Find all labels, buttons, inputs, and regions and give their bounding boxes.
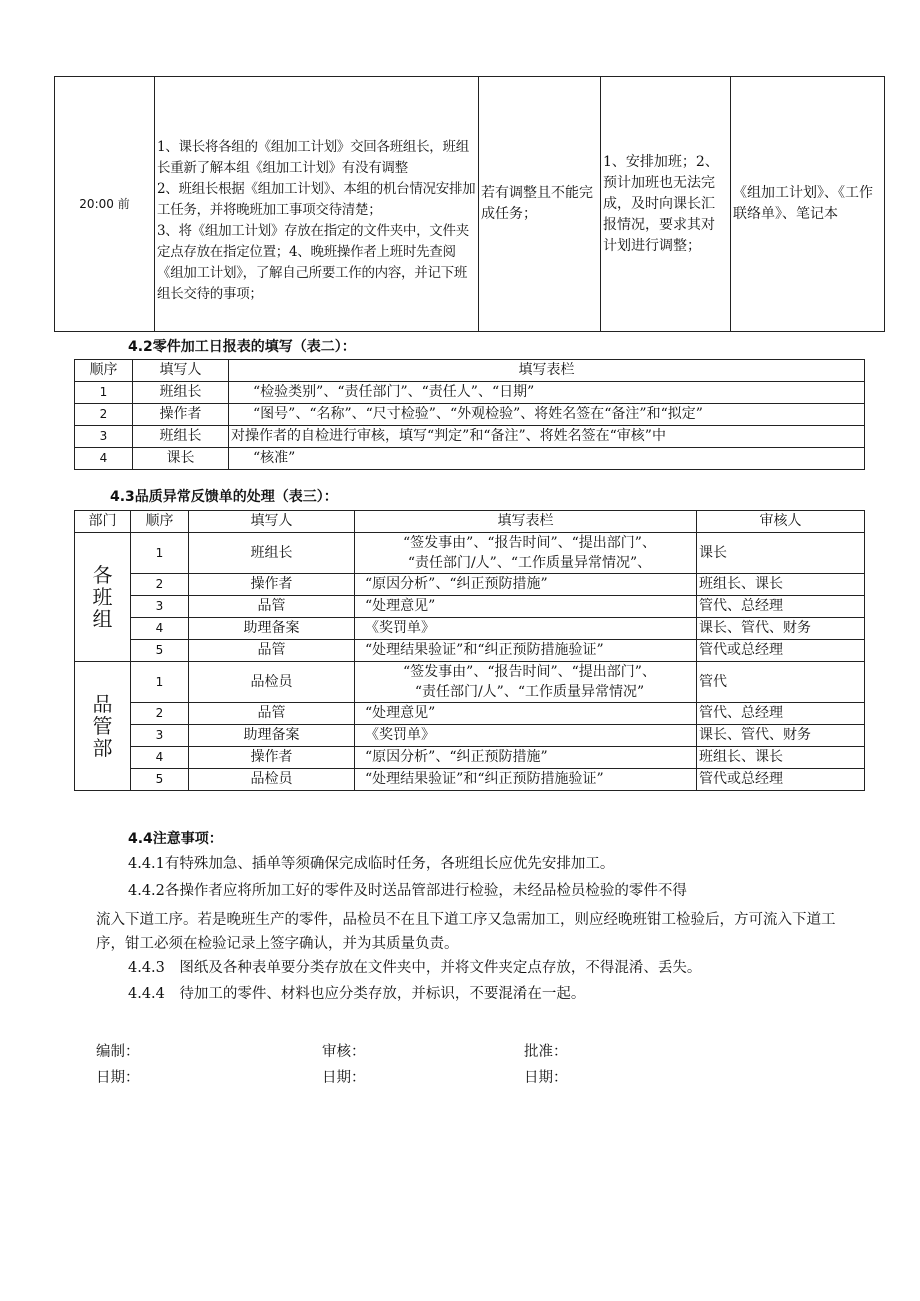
table-row xyxy=(75,769,865,791)
reviewer-cell: 管代、总经理 xyxy=(697,703,865,725)
date-label-1: 日期： xyxy=(96,1070,140,1086)
table-row xyxy=(75,640,865,662)
filler-cell: 操作者 xyxy=(189,747,355,769)
header-cell: 填写表栏 xyxy=(355,511,697,533)
reviewer-cell: 管代、总经理 xyxy=(697,596,865,618)
note-441: 4.4.1有特殊加急、插单等须确保完成临时任务，各班组长应优先安排加工。 xyxy=(128,856,615,872)
header-cell: 填写人 xyxy=(133,360,229,382)
reviewer-cell: 管代或总经理 xyxy=(697,640,865,662)
filler-cell: 助理备案 xyxy=(189,725,355,747)
order-cell: 1 xyxy=(75,382,133,404)
action-cell: 1、安排加班；2、预计加班也无法完成，及时向课长汇报情况，要求其对计划进行调整； xyxy=(601,77,731,332)
order-cell: 1 xyxy=(131,533,189,574)
table-row xyxy=(75,725,865,747)
order-cell: 4 xyxy=(131,747,189,769)
date-label-2: 日期： xyxy=(322,1070,366,1086)
filler-cell: 班组长 xyxy=(133,426,229,448)
filler-cell: 品检员 xyxy=(189,662,355,703)
note-442-cont2: 序，钳工必须在检验记录上签字确认，并为其质量负责。 xyxy=(96,936,459,952)
process-table xyxy=(54,76,885,332)
fields-cell: “处理结果验证”和“纠正预防措施验证” xyxy=(355,769,697,791)
table-row xyxy=(75,618,865,640)
filler-cell: 品管 xyxy=(189,596,355,618)
filler-cell: 课长 xyxy=(133,448,229,470)
fields-cell: “处理意见” xyxy=(355,703,697,725)
table-row xyxy=(75,426,865,448)
fields-cell: “原因分析”、“纠正预防措施” xyxy=(355,574,697,596)
order-cell: 5 xyxy=(131,640,189,662)
filler-cell: 操作者 xyxy=(189,574,355,596)
note-443: 4.4.3 图纸及各种表单要分类存放在文件夹中，并将文件夹定点存放，不得混淆、丢失。 xyxy=(128,960,702,976)
table-row xyxy=(75,448,865,470)
steps-cell: 1、课长将各组的《组加工计划》交回各班组长，班组长重新了解本组《组加工计划》有没有调整 2、班组长根据《组加工计划》、本组的机台情况安排加工任务，并将晚班加工事项交待清楚； 3、将《组加工计划》存放在指定的文件夹中，文件夹定点存放在指定位置；4、晚班操作者上班时先查阅《组加工计划》，了解自己所要工作的内容，并记下班组长交待的事项； xyxy=(155,77,479,332)
table-header-row xyxy=(75,360,865,382)
header-cell: 顺序 xyxy=(75,360,133,382)
fields-cell: “处理意见” xyxy=(355,596,697,618)
header-cell: 填写表栏 xyxy=(229,360,865,382)
fields-cell: “签发事由”、“报告时间”、“提出部门”、 “责任部门/人”、“工作质量异常情况”、 xyxy=(355,533,697,574)
section-44-heading: 4.4注意事项： xyxy=(128,831,223,847)
note-444: 4.4.4 待加工的零件、材料也应分类存放，并标识，不要混淆在一起。 xyxy=(128,986,586,1002)
fields-cell: “图号”、“名称”、“尺寸检验”、“外观检验”、将姓名签在“备注”和“拟定” xyxy=(229,404,865,426)
order-cell: 3 xyxy=(131,725,189,747)
order-cell: 4 xyxy=(131,618,189,640)
fields-cell: 对操作者的自检进行审核，填写“判定”和“备注”、将姓名签在“审核”中 xyxy=(229,426,865,448)
fields-cell: “签发事由”、“报告时间”、“提出部门”、 “责任部门/人”、“工作质量异常情况” xyxy=(355,662,697,703)
table-row xyxy=(75,533,865,574)
table-row xyxy=(75,596,865,618)
header-cell: 部门 xyxy=(75,511,131,533)
filler-cell: 品管 xyxy=(189,640,355,662)
note-442: 4.4.2各操作者应将所加工好的零件及时送品管部进行检验，未经品检员检验的零件不得 xyxy=(128,883,687,899)
section-43-heading: 4.3品质异常反馈单的处理（表三）： xyxy=(110,489,338,505)
reviewer-cell: 班组长、课长 xyxy=(697,747,865,769)
fields-cell: 《奖罚单》 xyxy=(355,725,697,747)
order-cell: 4 xyxy=(75,448,133,470)
header-cell: 顺序 xyxy=(131,511,189,533)
order-cell: 5 xyxy=(131,769,189,791)
dept-cell-teams: 各班组 xyxy=(75,533,131,662)
fields-cell: “检验类别”、“责任部门”、“责任人”、“日期” xyxy=(229,382,865,404)
filler-cell: 班组长 xyxy=(189,533,355,574)
condition-cell: 若有调整且不能完成任务； xyxy=(479,77,601,332)
table-row xyxy=(75,662,865,703)
table-row xyxy=(75,382,865,404)
header-cell: 填写人 xyxy=(189,511,355,533)
fields-cell: “核准” xyxy=(229,448,865,470)
section-42-heading: 4.2零件加工日报表的填写（表二）： xyxy=(128,339,356,355)
compile-label: 编制： xyxy=(96,1044,140,1060)
dept-cell-qc: 品管部 xyxy=(75,662,131,791)
reviewer-cell: 课长 xyxy=(697,533,865,574)
daily-report-table xyxy=(74,359,865,470)
table-header-row xyxy=(75,511,865,533)
quality-feedback-table xyxy=(74,510,865,791)
fields-cell: 《奖罚单》 xyxy=(355,618,697,640)
reviewer-cell: 课长、管代、财务 xyxy=(697,618,865,640)
order-cell: 2 xyxy=(131,574,189,596)
order-cell: 2 xyxy=(131,703,189,725)
time-cell: 20:00 前 xyxy=(55,77,155,332)
table-row xyxy=(75,703,865,725)
order-cell: 3 xyxy=(131,596,189,618)
filler-cell: 品检员 xyxy=(189,769,355,791)
filler-cell: 操作者 xyxy=(133,404,229,426)
fields-cell: “原因分析”、“纠正预防措施” xyxy=(355,747,697,769)
review-label: 审核： xyxy=(322,1044,366,1060)
note-442-cont1: 流入下道工序。若是晚班生产的零件，品检员不在且下道工序又急需加工，则应经晚班钳工检验后，方可流入下道工 xyxy=(96,912,836,928)
filler-cell: 班组长 xyxy=(133,382,229,404)
fields-cell: “处理结果验证”和“纠正预防措施验证” xyxy=(355,640,697,662)
table-row xyxy=(75,747,865,769)
header-cell: 审核人 xyxy=(697,511,865,533)
filler-cell: 品管 xyxy=(189,703,355,725)
reviewer-cell: 管代 xyxy=(697,662,865,703)
order-cell: 2 xyxy=(75,404,133,426)
order-cell: 3 xyxy=(75,426,133,448)
table-row xyxy=(75,574,865,596)
date-label-3: 日期： xyxy=(524,1070,568,1086)
approve-label: 批准： xyxy=(524,1044,568,1060)
order-cell: 1 xyxy=(131,662,189,703)
reviewer-cell: 班组长、课长 xyxy=(697,574,865,596)
reviewer-cell: 管代或总经理 xyxy=(697,769,865,791)
table-row xyxy=(75,404,865,426)
filler-cell: 助理备案 xyxy=(189,618,355,640)
records-cell: 《组加工计划》、《工作联络单》、笔记本 xyxy=(731,77,885,332)
table-row xyxy=(55,77,885,332)
reviewer-cell: 课长、管代、财务 xyxy=(697,725,865,747)
